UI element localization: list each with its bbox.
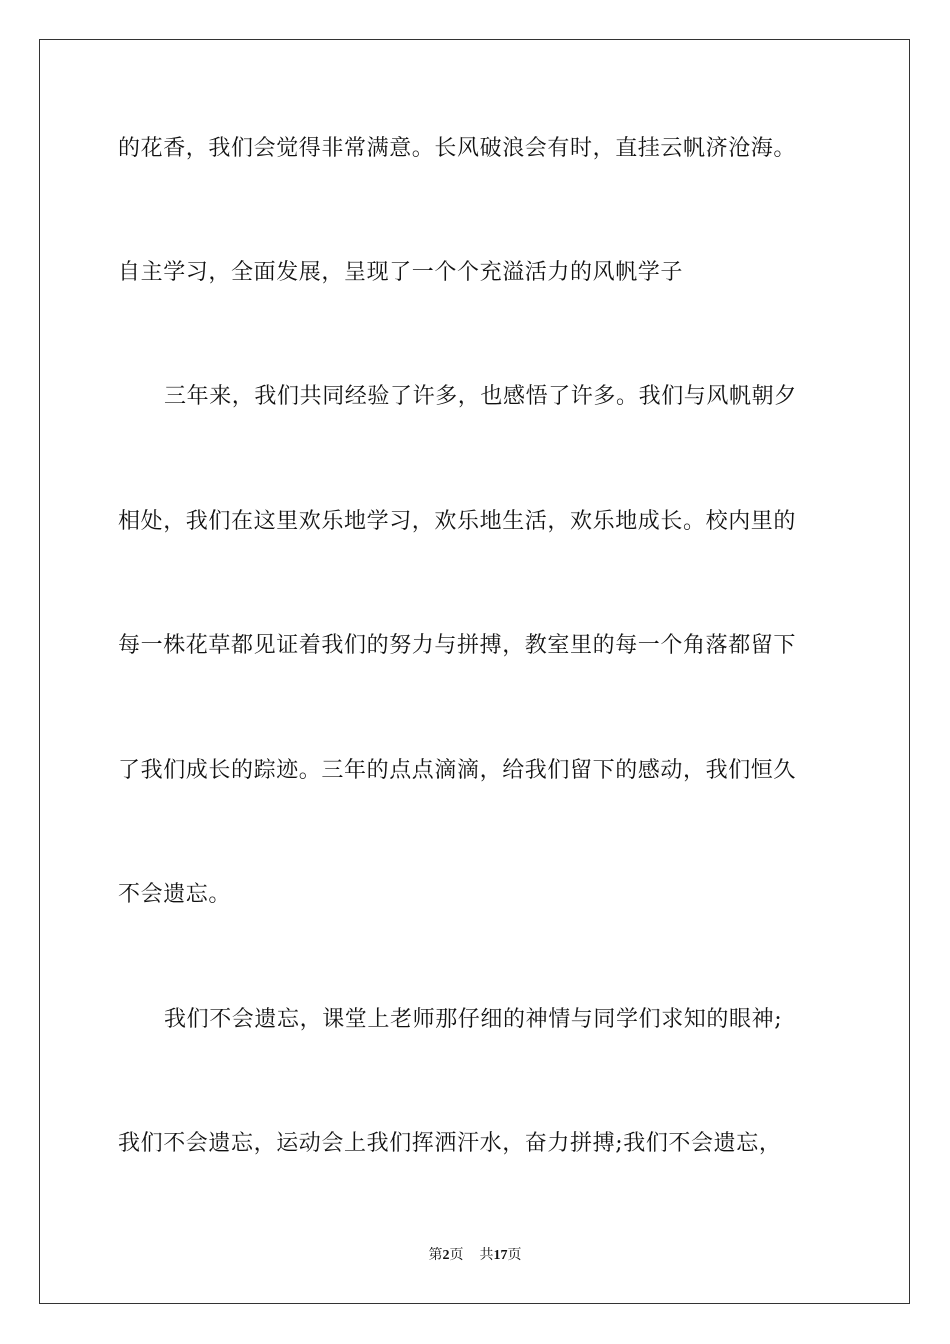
text-line-5: 每一株花草都见证着我们的努力与拼搏，教室里的每一个角落都留下 [118, 633, 797, 658]
text-line-8: 我们不会遗忘，课堂上老师那仔细的神情与同学们求知的眼神; [164, 1007, 783, 1032]
footer-total-prefix: 共 [479, 1247, 494, 1263]
footer-page-number: 2 [442, 1248, 450, 1263]
text-line-4: 相处，我们在这里欢乐地学习，欢乐地生活，欢乐地成长。校内里的 [118, 509, 797, 534]
text-line-7: 不会遗忘。 [118, 882, 232, 907]
footer-total-pages: 17 [493, 1248, 508, 1263]
text-line-1: 的花香，我们会觉得非常满意。长风破浪会有时，直挂云帆济沧海。 [118, 136, 797, 161]
footer-total-suffix: 页 [507, 1247, 522, 1263]
text-line-2: 自主学习，全面发展，呈现了一个个充溢活力的风帆学子 [118, 260, 684, 285]
footer-page-suffix: 页 [449, 1247, 464, 1263]
text-line-6: 了我们成长的踪迹。三年的点点滴滴，给我们留下的感动，我们恒久 [118, 758, 797, 783]
page-footer [0, 1246, 950, 1265]
text-line-9: 我们不会遗忘，运动会上我们挥洒汗水，奋力拼搏;我们不会遗忘， [118, 1131, 782, 1156]
text-line-3: 三年来，我们共同经验了许多，也感悟了许多。我们与风帆朝夕 [164, 384, 797, 409]
footer-page-prefix: 第 [428, 1247, 443, 1263]
page-border [39, 39, 910, 1304]
